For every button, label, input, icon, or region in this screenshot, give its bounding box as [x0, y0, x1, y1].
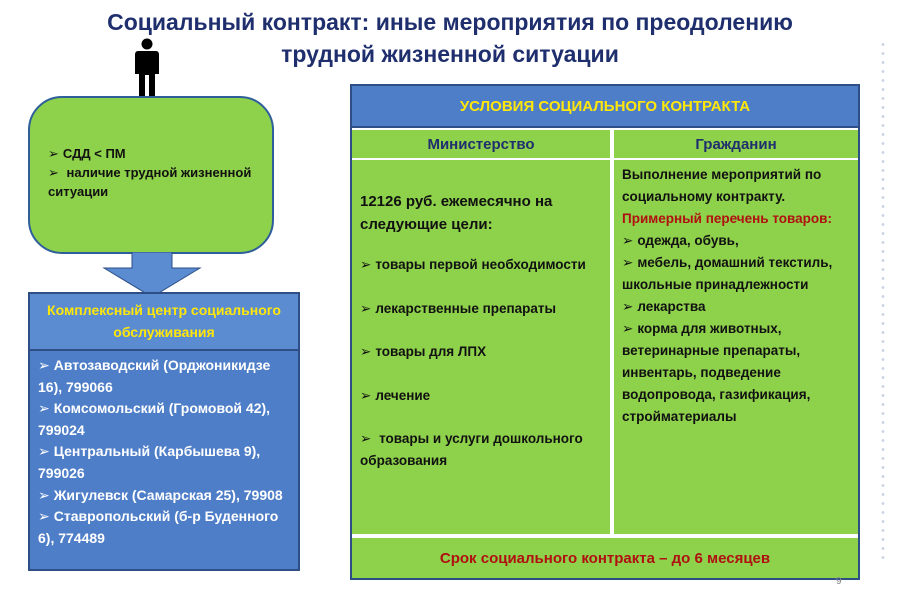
criteria-item: ➢ наличие трудной жизненной ситуации: [48, 165, 252, 199]
slide-title: [40, 6, 860, 70]
center-address-item: ➢ Ставропольский (б-р Буденного 6), 774489: [38, 508, 279, 546]
contract-conditions-header: УСЛОВИЯ СОЦИАЛЬНОГО КОНТРАКТА: [352, 86, 858, 128]
social-service-center-title: Комплексный центр социального обслуживания: [30, 294, 298, 351]
citizen-goods-item: ➢ мебель, домашний текстиль, школьные принадлежности: [622, 255, 833, 292]
arrow-bullet-icon: ➢: [360, 300, 372, 316]
goal-item: ➢ лечение: [360, 387, 431, 403]
citizen-goods-item: ➢ одежда, обувь,: [622, 233, 739, 248]
center-address-item: ➢ Комсомольский (Громовой 42), 799024: [38, 400, 271, 438]
contract-conditions-table: [350, 84, 860, 580]
goal-item: ➢ лекарственные препараты: [360, 300, 557, 316]
arrow-bullet-icon: ➢: [622, 233, 634, 248]
goal-item: ➢ товары и услуги дошкольного образования: [360, 431, 583, 468]
arrow-bullet-icon: ➢: [38, 400, 50, 417]
arrow-bullet-icon: ➢: [360, 257, 372, 272]
arrow-bullet-icon: ➢: [622, 255, 634, 270]
goal-item: ➢ товары для ЛПХ: [360, 344, 487, 359]
center-address-item: ➢ Автозаводский (Орджоникидзе 16), 799066: [38, 357, 271, 395]
arrow-bullet-icon: ➢: [360, 344, 372, 359]
arrow-bullet-icon: ➢: [360, 387, 372, 403]
page-number: 9: [836, 576, 842, 587]
arrow-bullet-icon: ➢: [38, 357, 50, 373]
center-address-list: [30, 351, 298, 569]
citizen-cell: [614, 160, 858, 534]
arrow-bullet-icon: ➢: [360, 431, 372, 446]
goal-item: ➢ товары первой необходимости: [360, 257, 586, 272]
decorative-dots: [880, 40, 886, 560]
arrow-bullet-icon: ➢: [38, 486, 50, 503]
criteria-item: ➢ СДД < ПМ: [48, 146, 126, 161]
citizen-list-title: Примерный перечень товаров:: [622, 211, 832, 226]
social-service-center-box: [28, 292, 300, 571]
arrow-bullet-icon: ➢: [622, 299, 634, 314]
slide-title-line-1: Социальный контракт: иные мероприятия по преодолению: [107, 9, 793, 35]
arrow-bullet-icon: ➢: [38, 508, 50, 525]
ministry-cell: [352, 160, 612, 534]
center-address-item: ➢ Жигулевск (Самарская 25), 79908: [38, 486, 283, 503]
arrow-bullet-icon: ➢: [622, 321, 634, 336]
person-silhouette-icon: [132, 38, 162, 98]
citizen-column-header: Гражданин: [614, 130, 858, 160]
contract-term-footer: Срок социального контракта – до 6 месяцев: [352, 536, 858, 578]
arrow-bullet-icon: ➢: [48, 165, 59, 180]
slide-title-line-2: трудной жизненной ситуации: [281, 41, 619, 67]
citizen-intro-text: Выполнение мероприятий по социальному контракту.: [622, 167, 822, 204]
citizen-goods-item: ➢ лекарства: [622, 299, 706, 314]
arrow-bullet-icon: ➢: [38, 443, 50, 460]
center-address-item: ➢ Центральный (Карбышева 9), 799026: [38, 443, 261, 481]
ministry-column-header: Министерство: [352, 130, 612, 160]
eligibility-criteria-bubble: [28, 96, 274, 254]
monthly-amount-text: 12126 руб. ежемесячно на следующие цели:: [360, 193, 553, 233]
citizen-goods-item: ➢ корма для животных, ветеринарные препараты, инвентарь, подведение водопровода, газификация, стройматериалы: [622, 321, 811, 424]
arrow-bullet-icon: ➢: [48, 146, 59, 161]
